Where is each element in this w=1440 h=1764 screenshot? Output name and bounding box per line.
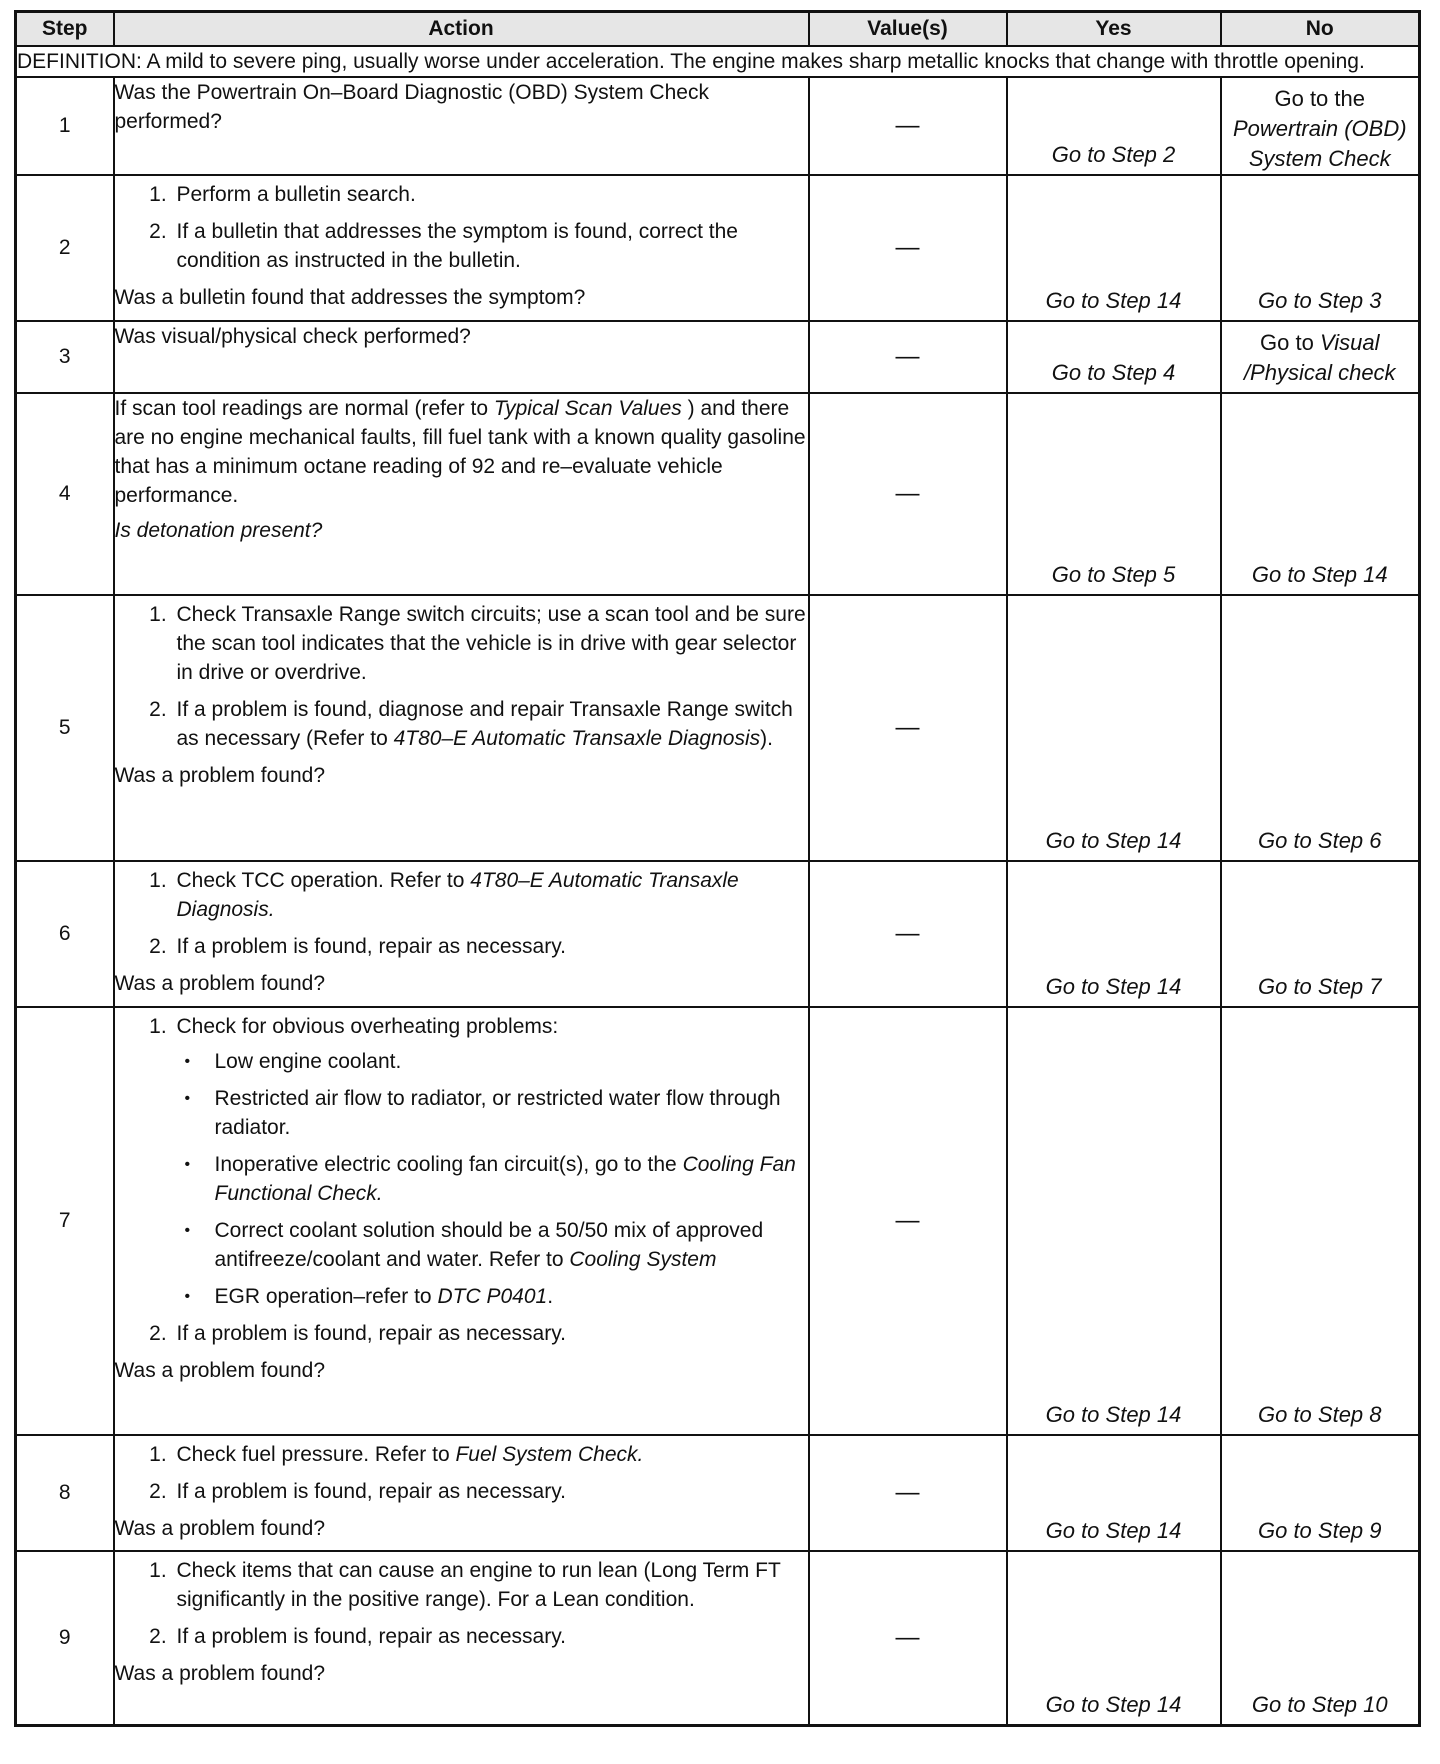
bullet-item: • Inoperative electric cooling fan circuit(s), go to the Cooling Fan Functional Check. (211, 1150, 808, 1208)
no-link[interactable]: Go to Step 10 (1251, 1692, 1388, 1717)
bullet-item: • Restricted air flow to radiator, or restricted water flow through radiator. (211, 1084, 808, 1142)
yes-cell (1007, 595, 1221, 861)
no-link[interactable]: Go to Step 7 (1257, 974, 1382, 999)
action-item: 2. If a problem is found, repair as necessary. (173, 1477, 808, 1506)
action-item: 1. Check for obvious overheating problems: • Low engine coolant. • Restricted air flow to radiator, or restricted water flow through radiator. • Inoperative electric cooling fan circuit(s), go to the Cooling Fan Functional Check. • Correct coolant solution should be a 50/50 mix of approved antifreeze/coolant and water. Refer to Cooling System • EGR operation–refer to DTC P0401. (173, 1012, 808, 1311)
header-action: Action (114, 12, 809, 47)
yes-cell (1007, 861, 1221, 1007)
no-cell (1221, 321, 1420, 393)
yes-cell (1007, 77, 1221, 175)
definition-text: DEFINITION: A mild to severe ping, usually worse under acceleration. The engine makes sharp metallic knocks that change with throttle opening. (16, 46, 1420, 77)
yes-link[interactable]: Go to Step 14 (1045, 288, 1182, 313)
step-number: 6 (16, 861, 114, 1007)
no-link[interactable]: Go to Step 14 (1251, 562, 1388, 587)
action-text: If scan tool readings are normal (refer to Typical Scan Values ) and there are no engine mechanical faults, fill fuel tank with a known quality gasoline that has a minimum octane reading of 92 and re–evaluate vehicle performance. (114, 397, 806, 507)
action-item: 1. Check items that can cause an engine to run lean (Long Term FT significantly in the positive range). For a Lean condition. (173, 1556, 808, 1614)
bullet-item: • Correct coolant solution should be a 50/50 mix of approved antifreeze/coolant and water. Refer to Cooling System (211, 1216, 808, 1274)
no-link[interactable]: Go to Step 9 (1257, 1518, 1382, 1543)
yes-link[interactable]: Go to Step 2 (1051, 142, 1176, 167)
yes-cell (1007, 1551, 1221, 1725)
no-link[interactable]: Go to Step 8 (1257, 1402, 1382, 1427)
action-cell (114, 393, 809, 595)
no-link[interactable]: Go to the Powertrain (OBD) System Check (1232, 86, 1407, 171)
step-number: 7 (16, 1007, 114, 1435)
step-row-7 (16, 1007, 1420, 1435)
value-cell: — (809, 1007, 1007, 1435)
action-item: 2. If a problem is found, repair as necessary. (173, 1622, 808, 1651)
no-cell (1221, 861, 1420, 1007)
action-item: 2. If a bulletin that addresses the symptom is found, correct the condition as instructed in the bulletin. (173, 217, 808, 275)
step-row-6 (16, 861, 1420, 1007)
yes-cell (1007, 1007, 1221, 1435)
no-cell (1221, 175, 1420, 321)
header-no: No (1221, 12, 1420, 47)
no-link[interactable]: Go to Visual /Physical check (1243, 330, 1396, 385)
yes-cell (1007, 393, 1221, 595)
action-cell (114, 175, 809, 321)
action-item: 2. If a problem is found, diagnose and repair Transaxle Range switch as necessary (Refer to 4T80–E Automatic Transaxle Diagnosis). (173, 695, 808, 753)
yes-cell (1007, 1435, 1221, 1551)
no-cell (1221, 393, 1420, 595)
action-cell (114, 1435, 809, 1551)
step-number: 2 (16, 175, 114, 321)
action-question: Is detonation present? (114, 519, 323, 542)
diagnostic-document (14, 10, 1418, 1727)
action-cell (114, 861, 809, 1007)
bullet-item: • Low engine coolant. (211, 1047, 808, 1076)
yes-link[interactable]: Go to Step 14 (1045, 1518, 1182, 1543)
action-item: 2. If a problem is found, repair as necessary. (173, 1319, 808, 1348)
definition-row (16, 46, 1420, 77)
step-number: 3 (16, 321, 114, 393)
value-cell: — (809, 393, 1007, 595)
value-cell: — (809, 321, 1007, 393)
action-cell (114, 595, 809, 861)
step-number: 1 (16, 77, 114, 175)
step-number: 5 (16, 595, 114, 861)
diagnostic-table (14, 10, 1421, 1727)
yes-link[interactable]: Go to Step 4 (1051, 360, 1176, 385)
value-cell: — (809, 1551, 1007, 1725)
step-row-5 (16, 595, 1420, 861)
header-values: Value(s) (809, 12, 1007, 47)
header-yes: Yes (1007, 12, 1221, 47)
value-cell: — (809, 175, 1007, 321)
value-cell: — (809, 861, 1007, 1007)
no-cell (1221, 77, 1420, 175)
action-item: 1. Check TCC operation. Refer to 4T80–E Automatic Transaxle Diagnosis. (173, 866, 808, 924)
action-question: Was a problem found? (114, 1517, 326, 1540)
action-question: Was a problem found? (114, 1359, 326, 1382)
no-link[interactable]: Go to Step 6 (1257, 828, 1382, 853)
action-item: 1. Check Transaxle Range switch circuits; use a scan tool and be sure the scan tool indicates that the vehicle is in drive with gear selector in drive or overdrive. (173, 600, 808, 687)
yes-link[interactable]: Go to Step 14 (1045, 974, 1182, 999)
action-cell (114, 1551, 809, 1725)
value-cell: — (809, 595, 1007, 861)
yes-cell (1007, 175, 1221, 321)
action-cell (114, 321, 809, 393)
action-cell (114, 77, 809, 175)
header-step: Step (16, 12, 114, 47)
no-cell (1221, 1551, 1420, 1725)
action-text: Was the Powertrain On–Board Diagnostic (OBD) System Check performed? (114, 81, 709, 133)
header-row (16, 12, 1420, 47)
step-row-9 (16, 1551, 1420, 1725)
action-question: Was a problem found? (114, 972, 326, 995)
action-item: 1. Perform a bulletin search. (173, 180, 808, 209)
no-cell (1221, 1435, 1420, 1551)
action-item: 1. Check fuel pressure. Refer to Fuel System Check. (173, 1440, 808, 1469)
action-item: 2. If a problem is found, repair as necessary. (173, 932, 808, 961)
bullet-item: • EGR operation–refer to DTC P0401. (211, 1282, 808, 1311)
no-cell (1221, 595, 1420, 861)
action-question: Was a problem found? (114, 1662, 326, 1685)
yes-link[interactable]: Go to Step 14 (1045, 1692, 1182, 1717)
step-number: 8 (16, 1435, 114, 1551)
step-row-3 (16, 321, 1420, 393)
bullet-list (177, 1047, 808, 1311)
yes-link[interactable]: Go to Step 5 (1051, 562, 1176, 587)
step-row-8 (16, 1435, 1420, 1551)
no-link[interactable]: Go to Step 3 (1257, 288, 1382, 313)
action-question: Was a problem found? (114, 764, 326, 787)
yes-link[interactable]: Go to Step 14 (1045, 1402, 1182, 1427)
step-row-1 (16, 77, 1420, 175)
step-number: 9 (16, 1551, 114, 1725)
yes-link[interactable]: Go to Step 14 (1045, 828, 1182, 853)
action-question: Was a bulletin found that addresses the symptom? (114, 286, 586, 309)
action-cell (114, 1007, 809, 1435)
step-row-4 (16, 393, 1420, 595)
yes-cell (1007, 321, 1221, 393)
no-cell (1221, 1007, 1420, 1435)
step-number: 4 (16, 393, 114, 595)
action-text: Was visual/physical check performed? (114, 325, 471, 348)
value-cell: — (809, 1435, 1007, 1551)
step-row-2 (16, 175, 1420, 321)
value-cell: — (809, 77, 1007, 175)
